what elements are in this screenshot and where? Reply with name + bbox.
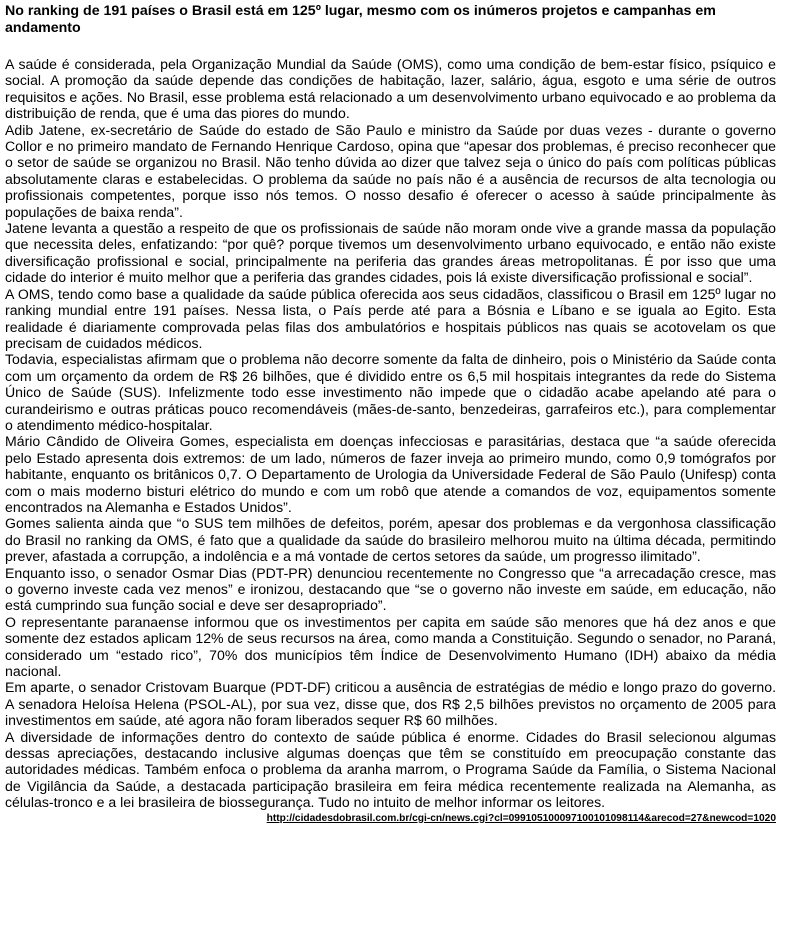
paragraph-7: Gomes salienta ainda que “o SUS tem milhões de defeitos, porém, apesar dos problemas e da vergonhosa classificação do Brasil no ranking da OMS, é fato que a qualidade da saúde do brasileiro melhorou muito na última década, permitindo prever, afastada a corrupção, a indolência e a má vontade de certos setores da saúde, um progresso ilimitado”.	[5, 515, 776, 565]
source-link[interactable]: http://cidadesdobrasil.com.br/cgi-cn/news.cgi?cl=099105100097100101098114&arecod=27&newcod=1020	[266, 812, 776, 824]
paragraph-5: Todavia, especialistas afirmam que o problema não decorre somente da falta de dinheiro, pois o Ministério da Saúde conta com um orçamento da ordem de R$ 26 bilhões, que é dividido entre os 6,5 mil hospitais integrantes da rede do Sistema Único de Saúde (SUS). Infelizmente todo esse investimento não impede que o cidadão acabe apelando até para o curandeirismo e outras práticas pouco recomendáveis (mães-de-santo, benzedeiras, garrafeiros etc.), para complementar o atendimento médico-hospitalar.	[5, 351, 776, 433]
paragraph-9: O representante paranaense informou que os investimentos per capita em saúde são menores que há dez anos e que somente dez estados aplicam 12% de seus recursos na área, como manda a Constituição. Segundo o senador, no Paraná, considerado um “estado rico”, 70% dos municípios têm Índice de Desenvolvimento Humano (IDH) abaixo da média nacional.	[5, 613, 776, 680]
paragraph-6: Mário Cândido de Oliveira Gomes, especialista em doenças infecciosas e parasitárias, destaca que “a saúde oferecida pelo Estado apresenta dois extremos: de um lado, números de fazer inveja ao primeiro mundo, como 0,9 tomógrafos por habitante, enquanto os britânicos 0,7. O Departamento de Urologia da Universidade Federal de São Paulo (Unifesp) conta com o mais moderno bisturi elétrico do mundo e com um robô que atende a comandos de voz, equipamentos somente encontrados na Alemanha e Estados Unidos”.	[5, 433, 776, 515]
article-title: No ranking de 191 países o Brasil está em 125º lugar, mesmo com os inúmeros projetos e campanhas em andamento	[5, 3, 716, 36]
paragraph-1: A saúde é considerada, pela Organização Mundial da Saúde (OMS), como uma condição de bem-estar físico, psíquico e social. A promoção da saúde depende das condições de habitação, lazer, salário, água, esgoto e uma série de outros requisitos e ações. No Brasil, esse problema está relacionado a um desenvolvimento urbano equivocado e ao problema da distribuição de renda, que é uma das piores do mundo.	[5, 56, 776, 122]
paragraph-10: Em aparte, o senador Cristovam Buarque (PDT-DF) criticou a ausência de estratégias de médio e longo prazo do governo. A senadora Heloísa Helena (PSOL-AL), por sua vez, disse que, dos R$ 2,5 bilhões previstos no orçamento de 2005 para investimentos em saúde, até agora não foram liberados sequer R$ 60 milhões.	[5, 679, 776, 729]
paragraph-8: Enquanto isso, o senador Osmar Dias (PDT-PR) denunciou recentemente no Congresso que “a arrecadação cresce, mas o governo investe cada vez menos” e ironizou, destacando que “se o governo não investe em saúde, em educação, não está cumprindo sua função social e deve ser desapropriado”.	[5, 564, 776, 614]
article	[5, 0, 776, 825]
source-line	[5, 813, 776, 825]
paragraph-4: A OMS, tendo como base a qualidade da saúde pública oferecida aos seus cidadãos, classificou o Brasil em 125º lugar no ranking mundial entre 191 países. Nessa lista, o País perde até para a Bósnia e Líbano e se iguala ao Egito. Esta realidade é diariamente comprovada pelas filas dos ambulatórios e hospitais públicos nas quais se acotovelam os que precisam de cuidados médicos.	[5, 285, 776, 351]
paragraph-2: Adib Jatene, ex-secretário de Saúde do estado de São Paulo e ministro da Saúde por duas vezes - durante o governo Collor e no primeiro mandato de Fernando Henrique Cardoso, opina que “apesar dos problemas, é preciso reconhecer que o setor de saúde se organizou no Brasil. Não tenho dúvida ao dizer que talvez seja o único do país com políticas públicas absolutamente claras e estabelecidas. O problema da saúde no país não é a ausência de recursos de alta tecnologia ou profissionais competentes, porque isso nós temos. O nosso desafio é oferecer o acesso à saúde principalmente às populações de baixa renda”.	[5, 121, 776, 220]
paragraph-11: A diversidade de informações dentro do contexto de saúde pública é enorme. Cidades do Brasil selecionou algumas dessas apreciações, destacando inclusive algumas doenças que têm se constituído em preocupação constante das autoridades médicas. Também enfoca o problema da aranha marrom, o Programa Saúde da Família, o Sistema Nacional de Vigilância da Saúde, a destacada participação brasileira em feira médica recentemente realizada na Alemanha, as células-tronco e a lei brasileira de biossegurança. Tudo no intuito de melhor informar os leitores.	[5, 728, 776, 811]
paragraph-3: Jatene levanta a questão a respeito de que os profissionais de saúde não moram onde vive a grande massa da população que necessita deles, enfatizando: “por quê? porque tivemos um desenvolvimento urbano equivocado, e então não existe diversificação profissional e social, principalmente na periferia das grandes áreas metropolitanas. É por isso que uma cidade do interior é muito melhor que a periferia das grandes cidades, pois lá existe diversificação profissional e social”.	[5, 220, 776, 286]
article-body	[5, 56, 776, 811]
